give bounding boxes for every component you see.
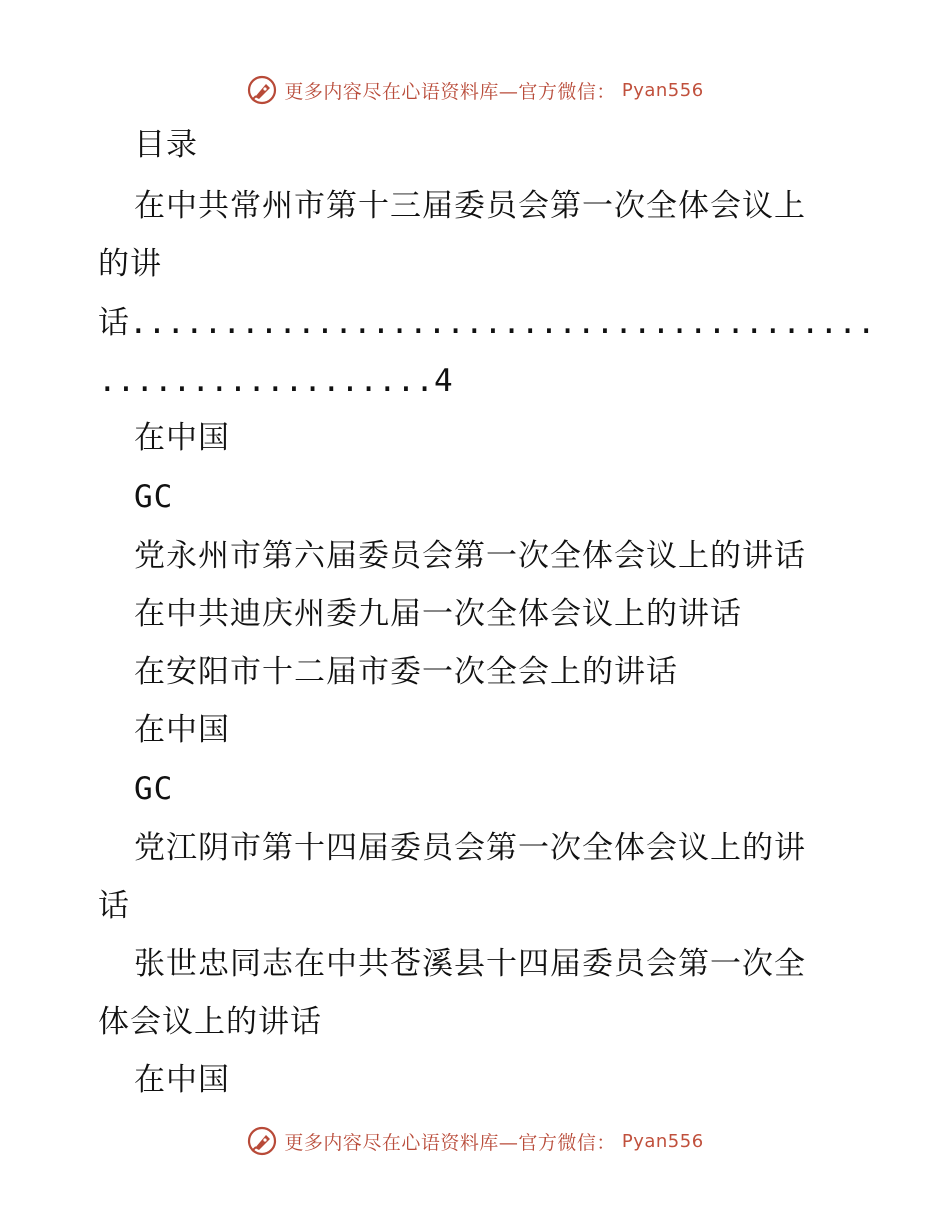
watermark-text: 更多内容尽在心语资料库—官方微信： — [284, 80, 616, 103]
watermark-wechat-id: Pyan556 — [621, 1130, 704, 1152]
toc-entry-1-line-4[interactable]: ..................4 — [98, 363, 453, 399]
toc-entry-6-line-2[interactable]: 体会议上的讲话 — [98, 1004, 322, 1040]
pen-nib-logo-icon — [246, 1125, 278, 1157]
toc-entry-6-line-1[interactable]: 张世忠同志在中共苍溪县十四届委员会第一次全 — [134, 946, 806, 982]
footer-watermark — [0, 1121, 950, 1161]
toc-entry-2-line-3[interactable]: 党永州市第六届委员会第一次全体会议上的讲话 — [134, 538, 806, 574]
toc-entry-2-line-1[interactable]: 在中国 — [134, 420, 230, 456]
toc-entry-5-line-2[interactable]: GC — [134, 771, 174, 807]
toc-entry-5-line-1[interactable]: 在中国 — [134, 712, 230, 748]
header-watermark — [0, 70, 950, 110]
toc-entry-5-line-3[interactable]: 党江阴市第十四届委员会第一次全体会议上的讲 — [134, 830, 806, 866]
toc-entry-1-line-2[interactable]: 的讲 — [98, 246, 162, 282]
watermark-text: 更多内容尽在心语资料库—官方微信： — [284, 1131, 616, 1154]
toc-entry-2-line-2[interactable]: GC — [134, 479, 174, 515]
toc-heading: 目录 — [134, 127, 198, 163]
pen-nib-logo-icon — [246, 74, 278, 106]
toc-entry-7-line-1[interactable]: 在中国 — [134, 1062, 230, 1098]
toc-entry-3[interactable]: 在中共迪庆州委九届一次全体会议上的讲话 — [134, 596, 742, 632]
toc-entry-1-line-3[interactable]: 话........................................ — [98, 305, 876, 341]
toc-entry-4[interactable]: 在安阳市十二届市委一次全会上的讲话 — [134, 654, 678, 690]
toc-entry-1-line-1[interactable]: 在中共常州市第十三届委员会第一次全体会议上 — [134, 188, 806, 224]
watermark-wechat-id: Pyan556 — [621, 79, 704, 101]
toc-entry-5-line-4[interactable]: 话 — [98, 888, 130, 924]
